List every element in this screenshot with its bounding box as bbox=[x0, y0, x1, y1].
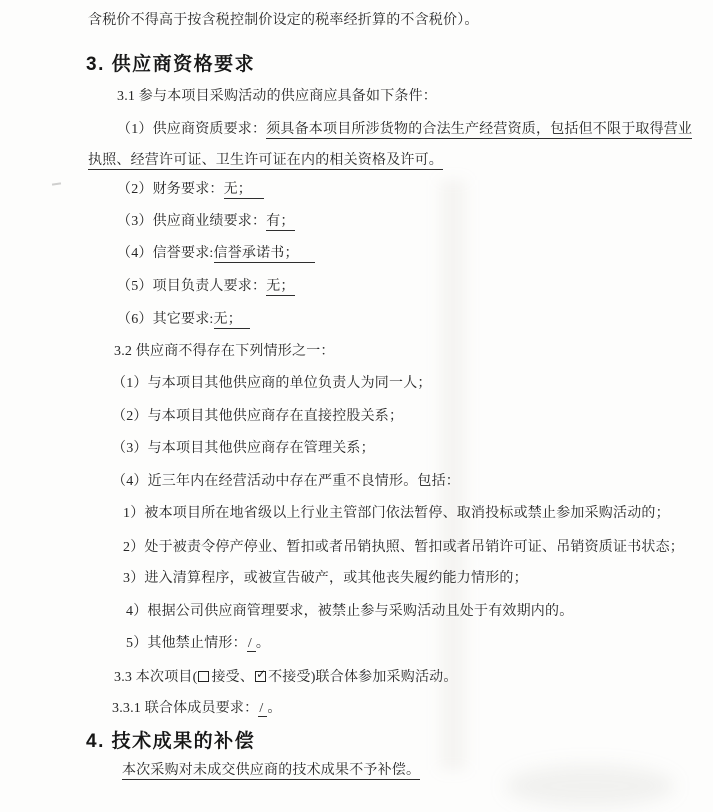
clause-3-3-suffix: )联合体参加采购活动。 bbox=[310, 670, 458, 685]
qualification-item-4 bbox=[117, 245, 315, 263]
section-3-heading: 3. 供应商资格要求 bbox=[86, 54, 256, 75]
qualification-item-3 bbox=[117, 213, 295, 231]
clause-3-3-1-blank-slash: / bbox=[258, 701, 267, 717]
item-4-value: 信誉承诺书； bbox=[214, 246, 315, 263]
qualification-item-6 bbox=[117, 311, 250, 329]
bad-record-sub-item-1: 1）被本项目所在地省级以上行业主管部门依法暂停、取消投标或禁止参加采购活动的； bbox=[123, 506, 670, 521]
item-3-prefix: （3）供应商业绩要求： bbox=[117, 214, 267, 229]
item-5-value: 无； bbox=[266, 279, 295, 294]
prohibited-item-4: （4）近三年内在经营活动中存在严重不良情形。包括： bbox=[112, 474, 460, 489]
clause-3-3 bbox=[114, 669, 458, 687]
bad-record-sub-item-5 bbox=[126, 635, 270, 653]
reject-checkbox-checked-icon bbox=[255, 667, 267, 682]
bad-record-sub-item-3: 3）进入清算程序，或被宣告破产，或其他丧失履约能力情形的； bbox=[123, 571, 528, 586]
clause-3-1-lead: 3.1 参与本项目采购活动的供应商应具备如下条件： bbox=[117, 89, 437, 104]
clause-3-3-1-suffix: 。 bbox=[267, 701, 282, 716]
accept-option-label: 接受、 bbox=[211, 670, 255, 685]
item-1-prefix: （1）供应商资质要求： bbox=[117, 122, 267, 137]
reject-option-label: 不接受 bbox=[268, 670, 311, 685]
prohibited-item-1: （1）与本项目其他供应商的单位负责人为同一人； bbox=[112, 376, 432, 391]
qualification-item-2 bbox=[117, 181, 264, 199]
clause-3-3-1 bbox=[112, 700, 282, 718]
clause-3-3-1-prefix: 3.3.1 联合体成员要求： bbox=[112, 701, 259, 716]
sub-item-5-suffix: 。 bbox=[255, 636, 271, 651]
section-4-body-underlined: 本次采购对未成交供应商的技术成果不予补偿。 bbox=[122, 763, 421, 778]
clause-3-3-prefix: 3.3 本次项目( bbox=[114, 670, 198, 685]
item-1-underlined-text-1: 须具备本项目所涉货物的合法生产经营资质，包括但不限于取得营业 bbox=[266, 122, 693, 137]
item-6-value: 无； bbox=[214, 312, 250, 329]
qualification-item-1-line-2 bbox=[88, 152, 443, 170]
intro-line: 含税价不得高于按含税控制价设定的税率经折算的不含税价）。 bbox=[88, 13, 479, 28]
item-1-underlined-text-2: 执照、经营许可证、卫生许可证在内的相关资格及许可。 bbox=[88, 153, 443, 168]
item-3-value: 有； bbox=[266, 214, 295, 229]
prohibited-item-2: （2）与本项目其他供应商存在直接控股关系； bbox=[112, 409, 404, 424]
item-2-prefix: （2）财务要求： bbox=[117, 182, 224, 197]
item-6-prefix: （6）其它要求: bbox=[117, 312, 214, 327]
qualification-item-5 bbox=[117, 278, 295, 296]
qualification-item-1-line-1 bbox=[117, 121, 692, 139]
sub-item-5-prefix: 5）其他禁止情形： bbox=[126, 636, 247, 651]
section-4-body bbox=[122, 762, 420, 780]
item-4-prefix: （4）信誉要求: bbox=[117, 246, 214, 261]
accept-checkbox-unchecked-icon bbox=[198, 671, 209, 682]
scan-smudge-artifact bbox=[505, 765, 675, 807]
prohibited-item-3: （3）与本项目其他供应商存在管理关系； bbox=[112, 441, 375, 456]
sub-item-5-blank-slash: / bbox=[247, 636, 256, 652]
section-4-heading: 4. 技术成果的补偿 bbox=[86, 731, 256, 752]
clause-3-2-lead: 3.2 供应商不得存在下列情形之一： bbox=[114, 344, 335, 359]
item-5-prefix: （5）项目负责人要求： bbox=[117, 279, 267, 294]
checkmark-icon: ✓ bbox=[256, 667, 267, 681]
item-2-value: 无； bbox=[224, 182, 264, 199]
bad-record-sub-item-2: 2）处于被责令停产停业、暂扣或者吊销执照、暂扣或者吊销许可证、吊销资质证书状态； bbox=[123, 540, 684, 555]
scan-edge-mark bbox=[52, 182, 61, 185]
bad-record-sub-item-4: 4）根据公司供应商管理要求，被禁止参与采购活动且处于有效期内的。 bbox=[126, 604, 574, 619]
